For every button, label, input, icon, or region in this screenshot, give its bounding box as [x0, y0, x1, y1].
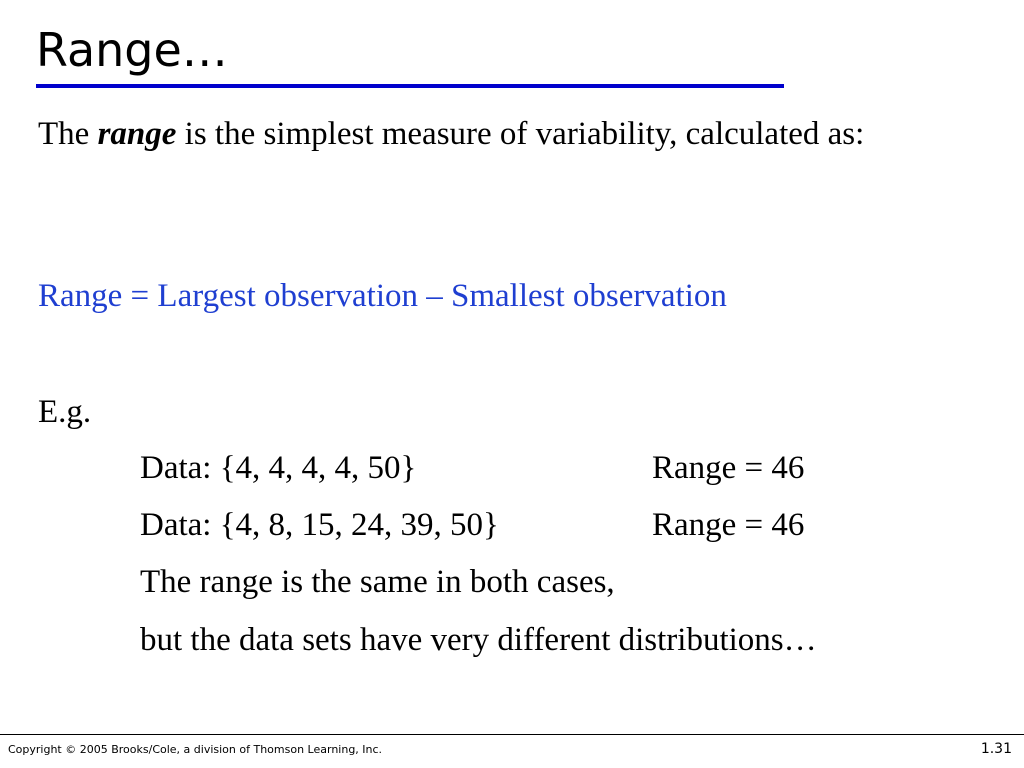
example-1-range: Range = 46 [652, 450, 805, 486]
title-underline [36, 84, 784, 88]
example-label: E.g. [38, 394, 92, 430]
footer-copyright: Copyright © 2005 Brooks/Cole, a division of Thomson Learning, Inc. [8, 743, 383, 756]
footer-divider [0, 734, 1024, 735]
intro-paragraph [38, 114, 998, 154]
intro-rest: is the simplest measure of variability, calculated as: [176, 116, 865, 152]
intro-term: range [97, 116, 177, 152]
example-1-data: Data: {4, 4, 4, 4, 50} [140, 450, 417, 486]
note-line-2: but the data sets have very different distributions… [140, 622, 817, 658]
range-formula: Range = Largest observation – Smallest observation [38, 278, 727, 314]
intro-prefix: The [38, 116, 98, 152]
slide-page-number: 1.31 [980, 741, 1012, 757]
slide-title: Range… [36, 23, 228, 77]
note-line-1: The range is the same in both cases, [140, 564, 615, 600]
example-2-range: Range = 46 [652, 507, 805, 543]
example-2-data: Data: {4, 8, 15, 24, 39, 50} [140, 507, 499, 543]
